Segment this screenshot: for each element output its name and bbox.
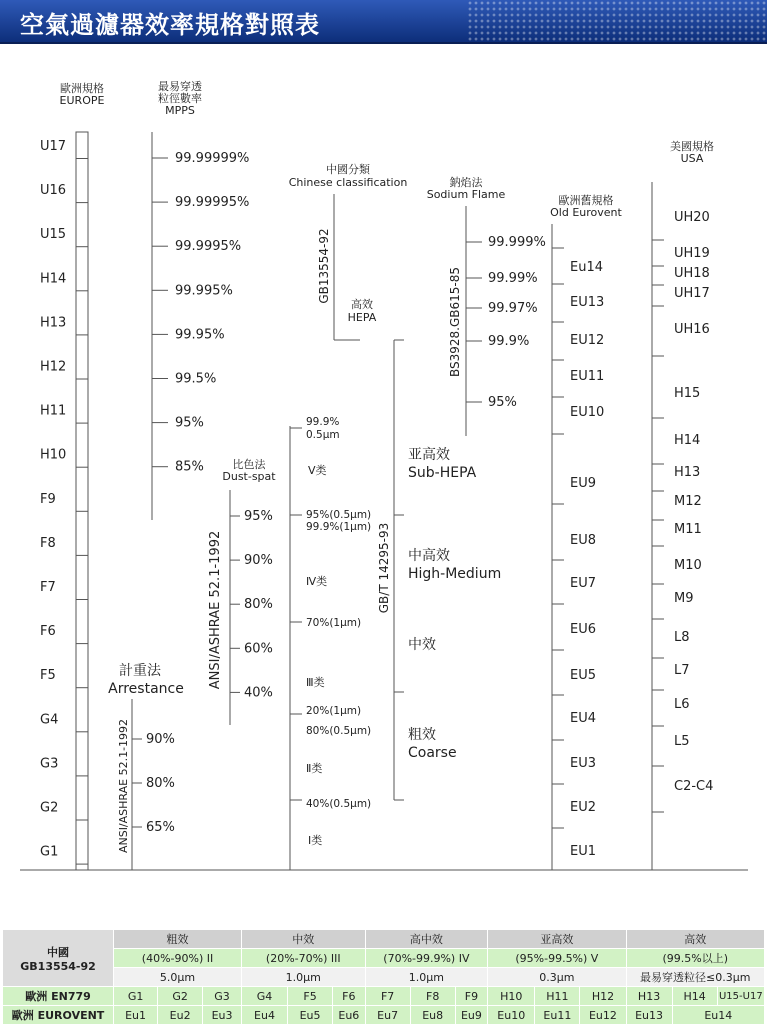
europe-grade: H11 [40, 403, 67, 419]
sodium-value: 99.9% [488, 334, 530, 349]
arrestance-standard: ANSI/ASHRAE 52.1-1992 [117, 718, 130, 854]
group-sub-hepa: 亚高效 [488, 930, 626, 949]
china-highmed-en: High-Medium [408, 566, 502, 582]
china-subhepa-en: Sub-HEPA [408, 465, 477, 481]
mpps-header-cn1: 最易穿透 [158, 80, 202, 93]
europe-column [40, 81, 104, 870]
europe-header-cn: 歐洲規格 [60, 82, 104, 95]
usa-grade: L7 [674, 663, 690, 678]
en779-cell: F6 [333, 987, 366, 1006]
arrestance-value: 65% [146, 820, 175, 835]
china-coarse-cn: 粗效 [408, 727, 436, 743]
old-eurovent-grade: EU6 [570, 622, 596, 637]
china-highmed-cn: 中高效 [408, 548, 450, 564]
sodium-header-en: Sodium Flame [426, 188, 506, 201]
size-medium: 1.0μm [241, 968, 365, 987]
mpps-column [152, 79, 249, 520]
usa-header-en: USA [680, 152, 704, 165]
class-coarse: (40%-90%) II [114, 949, 242, 968]
en779-label: 歐洲 EN779 [3, 987, 114, 1006]
eurovent-cell: Eu5 [288, 1006, 333, 1025]
europe-header-en: EUROPE [59, 94, 105, 107]
dustspot-value: 40% [244, 685, 273, 701]
china-class-iv: Ⅳ类 [306, 575, 328, 588]
sodium-flame-column [427, 175, 546, 436]
class-medium: (20%-70%) III [241, 949, 365, 968]
usa-grade: UH16 [674, 322, 710, 337]
europe-grade-list [40, 139, 88, 864]
europe-grade: H14 [40, 271, 67, 287]
sodium-header-cn: 鈉焰法 [449, 176, 483, 189]
europe-grade: H13 [40, 315, 67, 331]
europe-scale-bar [76, 132, 88, 870]
en779-cell: U15-U17 [717, 987, 764, 1006]
usa-grade: C2-C4 [674, 779, 714, 794]
europe-grade: U16 [40, 183, 67, 199]
dustspot-label-cn: 比色法 [232, 458, 266, 471]
size-sub-hepa: 0.3μm [488, 968, 626, 987]
mpps-value: 99.99999% [175, 151, 250, 166]
mpps-value: 99.9995% [175, 239, 242, 255]
usa-grade: H14 [674, 433, 701, 448]
old-eurovent-grade: EU11 [570, 369, 605, 384]
mpps-value-list [152, 151, 249, 475]
europe-grade: F7 [40, 580, 56, 595]
old-eurovent-grade: Eu14 [570, 260, 603, 275]
gb-row-label [3, 930, 114, 987]
old-eurovent-grade-list [552, 248, 604, 859]
china-class-i: Ⅰ类 [308, 834, 323, 847]
china-class-ii: Ⅱ类 [306, 762, 323, 775]
usa-grade: L8 [674, 630, 690, 645]
class-sub-hepa: (95%-99.5%) V [488, 949, 626, 968]
en779-cell: H13 [626, 987, 672, 1006]
old-eurovent-grade: EU13 [570, 295, 605, 310]
china-class-value-4: 99.9%(1μm) [306, 521, 372, 533]
size-high-medium: 1.0μm [365, 968, 488, 987]
class-hepa: (99.5%以上) [626, 949, 764, 968]
old-eurovent-grade: EU3 [570, 756, 596, 771]
old-eurovent-grade: EU9 [570, 476, 596, 491]
group-high-medium: 高中效 [365, 930, 488, 949]
eurovent-cell: Eu9 [455, 1006, 488, 1025]
usa-grade: UH20 [674, 210, 710, 225]
eurovent-cell: Eu2 [158, 1006, 203, 1025]
china-subhepa-cn: 亚高效 [408, 447, 450, 463]
usa-grade: M10 [674, 558, 702, 573]
eurovent-label: 歐洲 EUROVENT [3, 1006, 114, 1025]
europe-grade: U17 [40, 139, 67, 154]
usa-grade: L6 [674, 697, 690, 712]
eurovent-cell: Eu4 [241, 1006, 287, 1025]
europe-grade: U15 [40, 227, 67, 243]
mpps-header-cn2: 粒徑數率 [158, 92, 202, 105]
en779-cell: F5 [288, 987, 333, 1006]
europe-grade: G2 [40, 800, 59, 816]
arrestance-column [108, 662, 184, 870]
eurovent-cell: Eu6 [333, 1006, 366, 1025]
usa-grade: M12 [674, 494, 702, 509]
comparison-table [2, 929, 765, 1025]
arrestance-value: 90% [146, 732, 175, 747]
china-hepa-standard: GB13554-92 [317, 228, 331, 304]
dustspot-label-en: Dust-spat [222, 470, 276, 483]
china-hepa-cn: 高效 [351, 298, 373, 311]
china-gbt-standard: GB/T 14295-93 [377, 522, 391, 614]
size-coarse: 5.0μm [114, 968, 242, 987]
eurovent-cell: Eu1 [114, 1006, 158, 1025]
usa-grade: H15 [674, 386, 701, 401]
europe-grade: G4 [40, 712, 59, 728]
eurovent-cell: Eu11 [535, 1006, 580, 1025]
mpps-header-en: MPPS [165, 104, 195, 117]
mpps-value: 99.95% [175, 327, 225, 343]
en779-cell: F9 [455, 987, 488, 1006]
dustspot-column [208, 457, 276, 725]
old-eurovent-grade: EU10 [570, 405, 605, 420]
china-class-iii: Ⅲ类 [306, 676, 325, 689]
en779-cell: G4 [241, 987, 287, 1006]
eurovent-cell: Eu7 [365, 1006, 410, 1025]
old-eurovent-grade: EU5 [570, 668, 596, 683]
group-coarse: 粗效 [114, 930, 242, 949]
old-eurovent-grade: EU2 [570, 800, 596, 815]
en779-row [3, 987, 765, 1006]
old-eurovent-grade: EU1 [570, 844, 596, 859]
sodium-value-list [466, 235, 546, 410]
china-class-value-1: 99.9% [306, 416, 340, 428]
usa-grade: M9 [674, 591, 694, 606]
en779-cell: F7 [365, 987, 410, 1006]
usa-header-cn: 美國規格 [670, 140, 714, 153]
en779-cell: H14 [672, 987, 717, 1006]
eurovent-cell: Eu14 [672, 1006, 764, 1025]
usa-grade: L5 [674, 734, 690, 749]
china-class-column [290, 416, 371, 870]
en779-cell: G3 [203, 987, 242, 1006]
en779-cell: H11 [535, 987, 580, 1006]
old-eurovent-grade: EU12 [570, 333, 605, 348]
en779-cell: H12 [580, 987, 626, 1006]
en779-cell: G2 [158, 987, 203, 1006]
usa-grade: H13 [674, 465, 701, 480]
group-hepa: 高效 [626, 930, 764, 949]
europe-grade: G1 [40, 844, 59, 860]
europe-grade: F5 [40, 668, 56, 684]
mpps-value: 99.99995% [175, 195, 250, 211]
page-title: 空氣過濾器效率規格對照表 [20, 11, 320, 39]
eurovent-cell: Eu8 [410, 1006, 455, 1025]
dustspot-value: 95% [244, 509, 273, 524]
china-class-value-7: 80%(0.5μm) [306, 725, 372, 737]
old-eurovent-grade: EU4 [570, 711, 596, 726]
mpps-value: 85% [175, 459, 204, 475]
class-high-medium: (70%-99.9%) IV [365, 949, 488, 968]
usa-grade: M11 [674, 522, 702, 537]
europe-grade: F6 [40, 624, 56, 640]
dustspot-value: 80% [244, 597, 273, 613]
europe-grade: H10 [40, 447, 67, 463]
filter-comparison-diagram [0, 44, 767, 924]
china-class-value-3: 95%(0.5μm) [306, 509, 372, 521]
en779-cell: H10 [488, 987, 535, 1006]
usa-column [652, 139, 714, 870]
old-eurovent-grade: EU7 [570, 576, 596, 591]
dustspot-value: 90% [244, 553, 273, 569]
china-class-value-8: 40%(0.5μm) [306, 798, 372, 810]
old-eurovent-grade: EU8 [570, 533, 596, 548]
china-class-v: Ⅴ类 [308, 464, 327, 477]
sodium-value: 99.97% [488, 301, 538, 316]
old-eurovent-column [550, 193, 622, 870]
arrestance-label-en: Arrestance [108, 681, 184, 697]
china-class-value-5: 70%(1μm) [306, 617, 362, 629]
china-hepa-en: HEPA [347, 311, 377, 324]
sodium-standard: BS3928.GB615-85 [448, 266, 462, 378]
title-bar [0, 0, 767, 44]
en779-cell: F8 [410, 987, 455, 1006]
sodium-value: 99.99% [488, 271, 538, 286]
arrestance-value-list [132, 732, 175, 835]
china-coarse-en: Coarse [408, 745, 457, 761]
mpps-value: 99.5% [175, 371, 217, 387]
group-medium: 中效 [241, 930, 365, 949]
europe-grade: H12 [40, 359, 67, 375]
usa-grade: UH18 [674, 266, 710, 281]
eurovent-cell: Eu10 [488, 1006, 535, 1025]
arrestance-value: 80% [146, 776, 175, 791]
old-eurovent-header-cn: 歐洲舊規格 [558, 194, 614, 207]
sodium-value: 99.999% [488, 235, 546, 250]
china-class-value-6: 20%(1μm) [306, 705, 362, 717]
dustspot-value: 60% [244, 641, 273, 657]
china-header-cn: 中國分類 [326, 163, 370, 176]
china-class-value-2: 0.5μm [306, 429, 340, 441]
europe-grade: G3 [40, 756, 59, 772]
title-bar-pattern [467, 0, 767, 42]
eurovent-cell: Eu13 [626, 1006, 672, 1025]
mpps-value: 95% [175, 415, 204, 431]
eurovent-cell: Eu12 [580, 1006, 626, 1025]
eurovent-cell: Eu3 [203, 1006, 242, 1025]
usa-grade: UH17 [674, 286, 710, 301]
gb-row-label-cn: 中國 [47, 945, 70, 959]
usa-grade: UH19 [674, 246, 710, 261]
old-eurovent-header-en: Old Eurovent [550, 206, 622, 219]
usa-grade-list [652, 210, 713, 812]
size-hepa: 最易穿透粒径≤0.3μm [626, 968, 764, 987]
dustspot-value-list [230, 509, 273, 700]
europe-grade: F8 [40, 535, 56, 551]
europe-grade: F9 [40, 491, 56, 507]
china-medium-cn: 中效 [408, 637, 436, 653]
sodium-value: 95% [488, 395, 517, 410]
arrestance-label-cn: 計重法 [119, 663, 161, 679]
china-header-en: Chinese classification [288, 176, 408, 189]
gb-row-label-std: GB13554-92 [20, 959, 96, 973]
mpps-value: 99.995% [175, 283, 233, 299]
dustspot-standard: ANSI/ASHRAE 52.1-1992 [208, 530, 223, 690]
en779-cell: G1 [114, 987, 158, 1006]
eurovent-row [3, 1006, 765, 1025]
